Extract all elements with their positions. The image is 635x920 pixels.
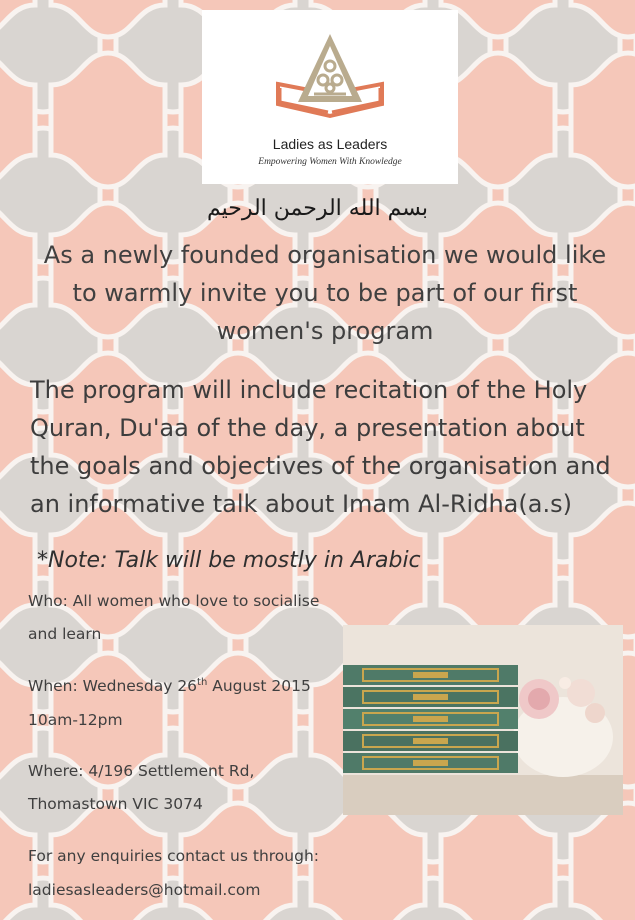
contact-line-1: For any enquiries contact us through: xyxy=(28,847,319,865)
who-line-2: and learn xyxy=(28,625,102,643)
logo-tagline: Empowering Women With Knowledge xyxy=(258,157,402,167)
logo-title: Ladies as Leaders xyxy=(272,136,388,152)
when-ordinal: th xyxy=(197,677,208,688)
language-note: *Note: Talk will be mostly in Arabic xyxy=(37,548,421,573)
program-description: The program will include recitation of the Holy Quran, Du'aa of the day, a presentation about the goals and objectives of the organisation and an informative talk about Imam Al-Ridha(a.s) xyxy=(30,376,611,518)
books-and-flowers-photo xyxy=(343,625,623,815)
intro-paragraph: As a newly founded organisation we would like to warmly invite you to be part of our first women's program xyxy=(43,241,607,345)
contact-email[interactable]: ladiesasleaders@hotmail.com xyxy=(28,881,261,899)
when-line-1 xyxy=(28,677,311,695)
who-line-1: Who: All women who love to socialise xyxy=(28,592,320,610)
where-line-2: Thomastown VIC 3074 xyxy=(28,795,203,813)
when-month-year: August 2015 xyxy=(207,677,311,696)
when-day: When: Wednesday 26 xyxy=(28,677,198,696)
logo-card xyxy=(202,10,458,184)
logo-emblem xyxy=(270,30,390,134)
when-time: 10am-12pm xyxy=(28,711,123,729)
basmala-heading: بسم الله الرحمن الرحيم xyxy=(206,196,429,221)
where-line-1: Where: 4/196 Settlement Rd, xyxy=(28,762,255,780)
